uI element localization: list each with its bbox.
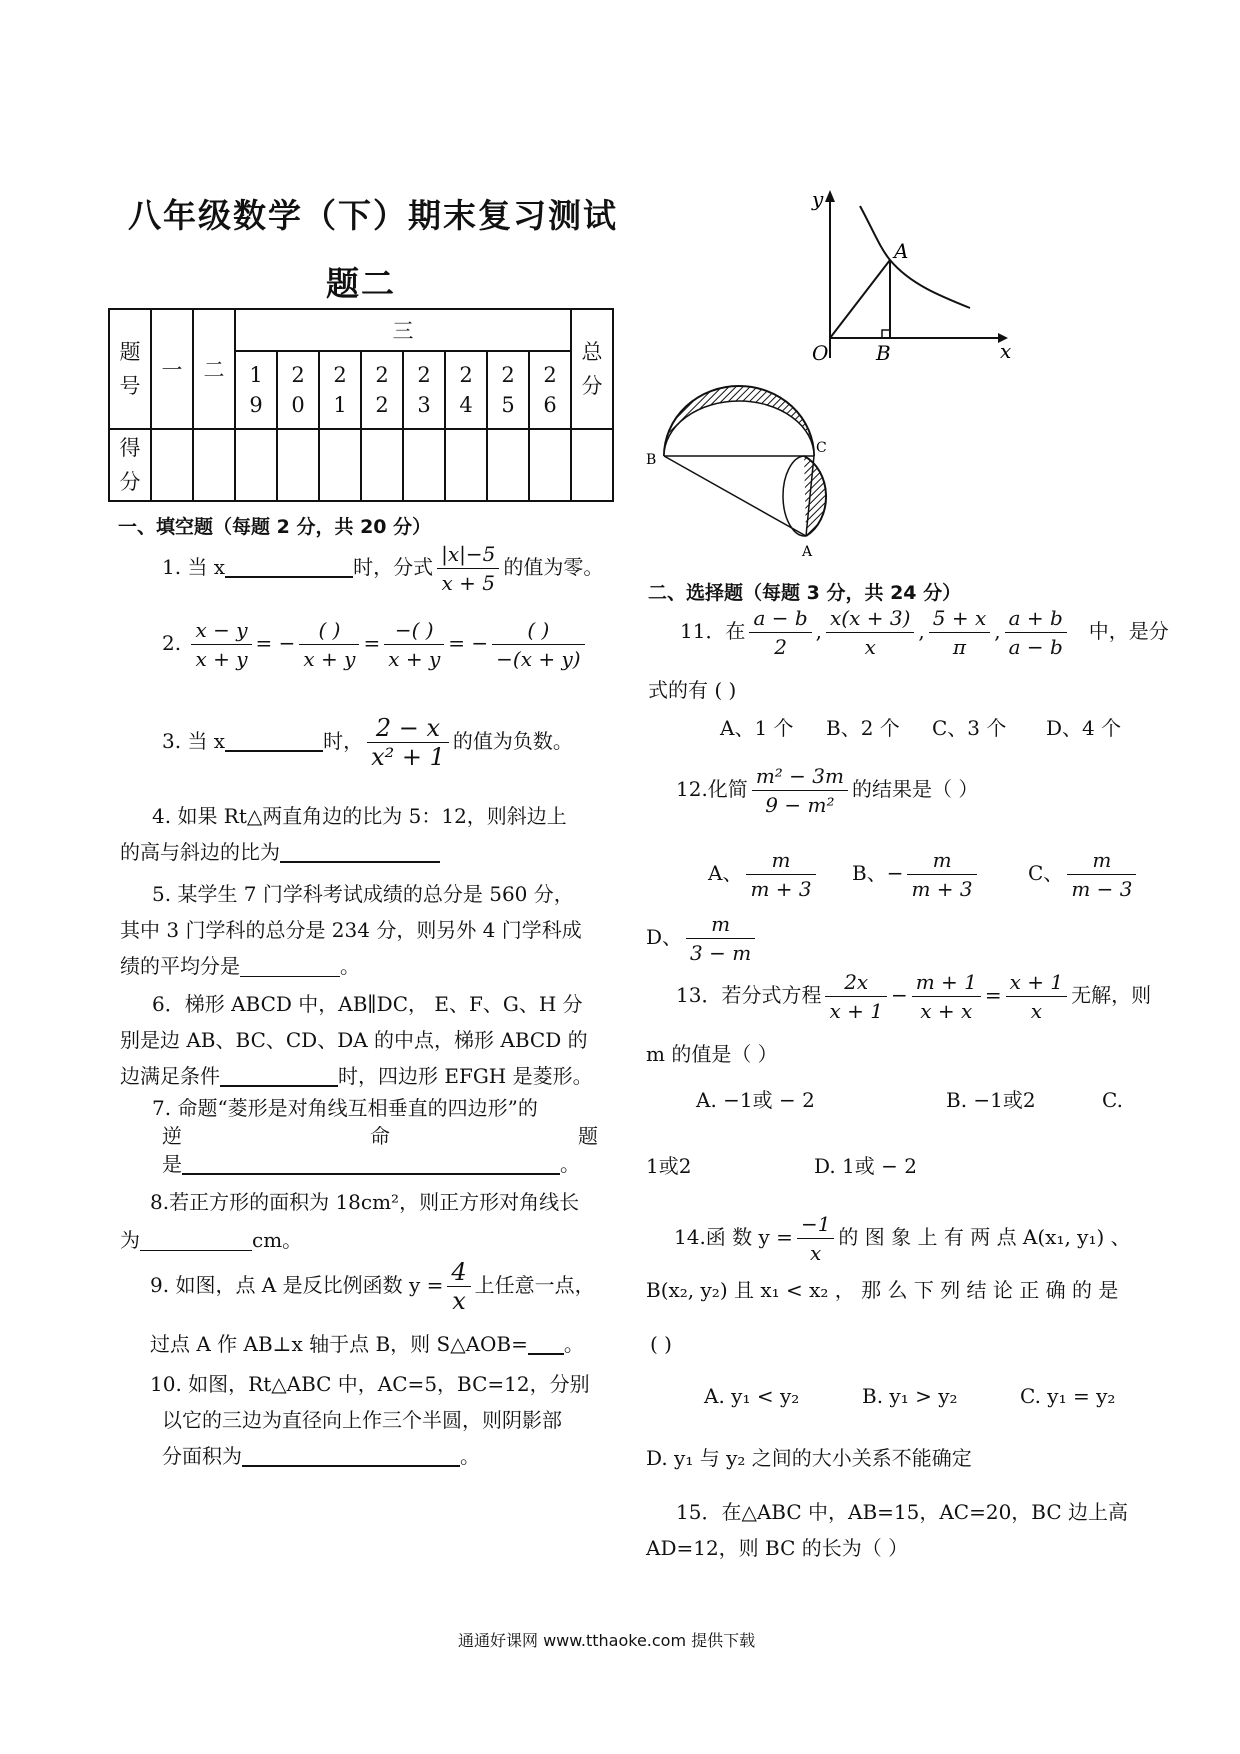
section-heading-multiple-choice: 二、选择题（每题 3 分，共 24 分）: [648, 582, 962, 604]
answer-blank[interactable]: [225, 556, 353, 578]
question-10-line3: 分面积为 。: [162, 1444, 480, 1468]
label-O: O: [812, 341, 829, 365]
option-12-d[interactable]: D、 $\frac{m}{3 - m}$: [646, 910, 759, 967]
score-cell[interactable]: [277, 429, 319, 501]
option-13-a[interactable]: A. −1或 − 2: [696, 1088, 815, 1112]
label-A: A: [894, 239, 909, 263]
question-13: 13．若分式方程 $\frac{2x}{x + 1}$ − $\frac{m + 1}{x + x}$ = $\frac{x + 1}{x}$ 无解，则: [676, 970, 1152, 1023]
answer-blank[interactable]: [240, 956, 340, 977]
label-x: x: [1000, 339, 1012, 363]
question-7: 7. 命题“菱形是对角线互相垂直的四边形”的: [152, 1096, 538, 1120]
option-13-b[interactable]: B. −1或2: [946, 1088, 1036, 1112]
score-cell[interactable]: [445, 429, 487, 501]
score-cell[interactable]: [193, 429, 235, 501]
question-7-line2: 逆 命 题: [162, 1124, 598, 1148]
answer-blank[interactable]: [225, 730, 323, 752]
col-two: 二: [193, 309, 235, 429]
page-subtitle: 题二: [326, 264, 396, 303]
question-14-line3: ( ): [650, 1332, 672, 1356]
score-cell[interactable]: [403, 429, 445, 501]
question-13-line2: m 的值是（ ）: [646, 1042, 778, 1066]
option-14-d[interactable]: D. y₁ 与 y₂ 之间的大小关系不能确定: [646, 1446, 972, 1470]
hyperbola-curve: [860, 206, 970, 308]
question-8: 8.若正方形的面积为 18cm²，则正方形对角线长: [150, 1190, 580, 1214]
col-20: 2 0: [277, 351, 319, 429]
question-2: 2. $\frac{x - y}{x + y}$ = − $\frac{( )}{x + y}$ = $\frac{-( )}{x + y}$ = − $\frac{( )}{-(x + y)}$: [162, 616, 589, 673]
col-22: 2 2: [361, 351, 403, 429]
page-title: 八年级数学（下）期末复习测试: [128, 196, 618, 235]
question-14-line2: B(x₂, y₂) 且 x₁ < x₂ ， 那 么 下 列 结 论 正 确 的 是: [646, 1278, 1119, 1302]
segment-OA: [830, 260, 890, 338]
option-11-c[interactable]: C、3 个: [932, 716, 1007, 740]
question-9: 9. 如图，点 A 是反比例函数 y = $\frac{4}{x}$ 上任意一点，: [150, 1258, 595, 1315]
col-23: 2 3: [403, 351, 445, 429]
option-13-c[interactable]: 1或2: [646, 1154, 692, 1178]
score-table: [108, 308, 614, 502]
option-11-b[interactable]: B、2 个: [826, 716, 900, 740]
col-26: 2 6: [529, 351, 571, 429]
col-total: 总分: [571, 309, 613, 429]
col-24: 2 4: [445, 351, 487, 429]
question-5-line3: 绩的平均分是 。: [120, 954, 360, 978]
option-14-b[interactable]: B. y₁ > y₂: [862, 1384, 958, 1408]
label-y: y: [812, 187, 824, 211]
question-5-line2: 其中 3 门学科的总分是 234 分，则另外 4 门学科成: [120, 918, 582, 942]
answer-blank[interactable]: [242, 1445, 460, 1467]
score-cell[interactable]: [571, 429, 613, 501]
answer-blank[interactable]: [220, 1065, 338, 1087]
score-cell[interactable]: [487, 429, 529, 501]
label-C: C: [816, 440, 827, 456]
score-cell[interactable]: [319, 429, 361, 501]
question-3: 3. 当 x 时， $\frac{2 - x}{\text{x² + 1}}$ 的值为负数。: [162, 714, 573, 771]
question-11: 11．在 $\frac{a - b}{2}$ , $\frac{x(x + 3)}{x}$ , $\frac{5 + x}{\pi}$ , $\frac{a + b}{a - b}$ 中，是分: [680, 606, 1169, 659]
answer-blank[interactable]: [528, 1333, 564, 1355]
answer-blank[interactable]: [182, 1153, 560, 1175]
question-12: 12.化简 $\frac{\text{m² − 3m}}{\text{9 − m²}}$ 的结果是（ ）: [676, 764, 979, 817]
question-11-line2: 式的有 ( ): [648, 678, 737, 702]
col-25: 2 5: [487, 351, 529, 429]
question-4-line2: 的高与斜边的比为: [120, 838, 440, 866]
question-6-line3: 边满足条件 时，四边形 EFGH 是菱形。: [120, 1064, 593, 1088]
col-three: 三: [235, 309, 571, 351]
question-6: 6．梯形 ABCD 中，AB∥DC， E、F、G、H 分: [152, 992, 583, 1016]
question-14: 14.函 数 y = $\frac{-1}{x}$ 的 图 象 上 有 两 点 A(x₁, y₁) 、: [674, 1212, 1131, 1265]
question-10-line2: 以它的三边为直径向上作三个半圆，则阴影部: [162, 1408, 562, 1432]
score-cell[interactable]: [151, 429, 193, 501]
option-12-a[interactable]: A、 $\frac{m}{m + 3}$: [708, 846, 820, 903]
option-13-c-label[interactable]: C.: [1102, 1088, 1123, 1112]
score-cell[interactable]: [235, 429, 277, 501]
question-9-line2: 过点 A 作 AB⊥x 轴于点 B，则 S△AOB= 。: [150, 1332, 584, 1356]
section-heading-fill-in: 一、填空题（每题 2 分，共 20 分）: [118, 516, 432, 538]
option-11-d[interactable]: D、4 个: [1046, 716, 1122, 740]
answer-blank[interactable]: [140, 1230, 252, 1251]
option-12-c[interactable]: C、 $\frac{m}{m - 3}$: [1028, 846, 1140, 903]
question-1: 1. 当 x 时，分式 $\frac{|x|-5}{x + 5}$ 的值为零。: [162, 542, 604, 595]
label-B: B: [646, 452, 657, 468]
option-14-c[interactable]: C. y₁ = y₂: [1020, 1384, 1116, 1408]
option-11-a[interactable]: A、1 个: [720, 716, 794, 740]
label-B: B: [876, 341, 891, 365]
col-one: 一: [151, 309, 193, 429]
question-6-line2: 别是边 AB、BC、CD、DA 的中点，梯形 ABCD 的: [120, 1028, 588, 1052]
question-10: 10. 如图，Rt△ABC 中，AC=5，BC=12，分别: [150, 1372, 590, 1396]
col-21: 2 1: [319, 351, 361, 429]
figure-semicircles: [640, 376, 870, 566]
option-13-d[interactable]: D. 1或 − 2: [814, 1154, 917, 1178]
question-5: 5. 某学生 7 门学科考试成绩的总分是 560 分，: [152, 882, 574, 906]
question-15-line2: AD=12，则 BC 的长为（ ）: [646, 1536, 909, 1560]
label-A: A: [802, 544, 813, 560]
option-14-a[interactable]: A. y₁ < y₂: [704, 1384, 800, 1408]
row-label-question-number: 题号: [109, 309, 151, 429]
question-4: 4. 如果 Rt△两直角边的比为 5：12，则斜边上: [152, 804, 567, 828]
score-cell[interactable]: [529, 429, 571, 501]
row-label-score: 得分: [109, 429, 151, 501]
semicircle-AC-inner: [783, 456, 806, 536]
score-cell[interactable]: [361, 429, 403, 501]
option-12-b[interactable]: B、− $\frac{m}{m + 3}$: [852, 846, 981, 903]
right-angle-mark: [882, 330, 890, 338]
figure-reciprocal-graph: [790, 188, 1010, 368]
question-8-line2: 为 cm。: [120, 1228, 303, 1252]
y-axis-arrow: [825, 190, 835, 202]
col-19: 1 9: [235, 351, 277, 429]
answer-blank[interactable]: [280, 841, 440, 863]
question-7-line3: 是 。: [162, 1152, 580, 1176]
question-15: 15．在△ABC 中，AB=15，AC=20，BC 边上高: [676, 1500, 1129, 1524]
footer-credit: 通通好课网 www.tthaoke.com 提供下载: [458, 1631, 756, 1650]
